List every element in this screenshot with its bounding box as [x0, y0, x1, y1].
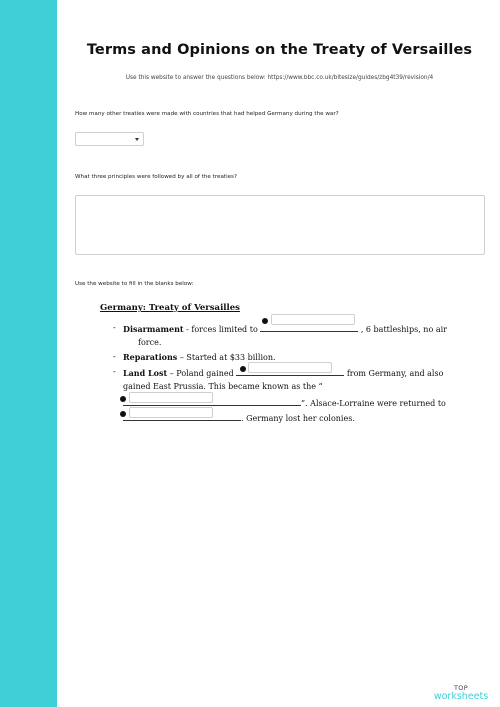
land-lost-pre: – Poland gained: [167, 369, 237, 378]
bullet-dot-icon: [120, 411, 126, 417]
blank-nickname-input[interactable]: [129, 392, 213, 403]
land-lost-post: from Germany, and also: [344, 369, 444, 378]
brand-logo: [430, 685, 492, 701]
blank-disarmament-input[interactable]: [271, 314, 355, 325]
bullet-dash: -: [113, 352, 116, 361]
disarmament-post: , 6 battleships, no air: [358, 325, 447, 334]
reparations-text: – Started at $33 billion.: [177, 353, 276, 362]
bullet-dash: -: [113, 323, 116, 332]
instruction-text: Use this website to answer the questions below: https://www.bbc.co.uk/bitesize/guides/zbg4t39/revision/4: [125, 75, 434, 81]
page-title: Terms and Opinions on the Treaty of Versailles: [86, 42, 473, 58]
chevron-down-icon: [135, 138, 139, 141]
question-1: How many other treaties were made with countries that had helped Germany during the war?: [75, 111, 339, 117]
reparations-label: Reparations: [123, 352, 178, 362]
land-lost-cont: gained East Prussia. This became known as the “: [123, 382, 323, 391]
bullet-dot-icon: [240, 366, 246, 372]
answer-dropdown[interactable]: [75, 132, 144, 146]
disarmament-label: Disarmament: [123, 324, 184, 334]
disarmament-cont: force.: [138, 338, 162, 347]
bullet-dash: -: [113, 367, 116, 376]
land-lost-label: Land Lost: [123, 368, 168, 378]
logo-worksheets-text: worksheets: [433, 690, 489, 702]
bullet-dot-icon: [262, 318, 268, 324]
sidebar-stripe: [0, 0, 57, 707]
question-2: What three principles were followed by all of the treaties?: [75, 174, 237, 180]
answer-textarea[interactable]: [75, 195, 485, 255]
section-heading: Germany: Treaty of Versailles: [100, 303, 240, 313]
land-lost-cont2: ”. Alsace-Lorraine were returned to: [123, 397, 446, 408]
question-3: Use the website to fill in the blanks below:: [75, 281, 194, 287]
blank-alsace-input[interactable]: [129, 407, 213, 418]
blank-poland-input[interactable]: [248, 362, 332, 373]
disarmament-pre: - forces limited to: [183, 325, 261, 334]
logo-top-text: TOP: [454, 684, 468, 692]
bullet-dot-icon: [120, 396, 126, 402]
reparations-line: [123, 352, 276, 362]
land-lost-cont3: . Germany lost her colonies.: [123, 412, 355, 423]
